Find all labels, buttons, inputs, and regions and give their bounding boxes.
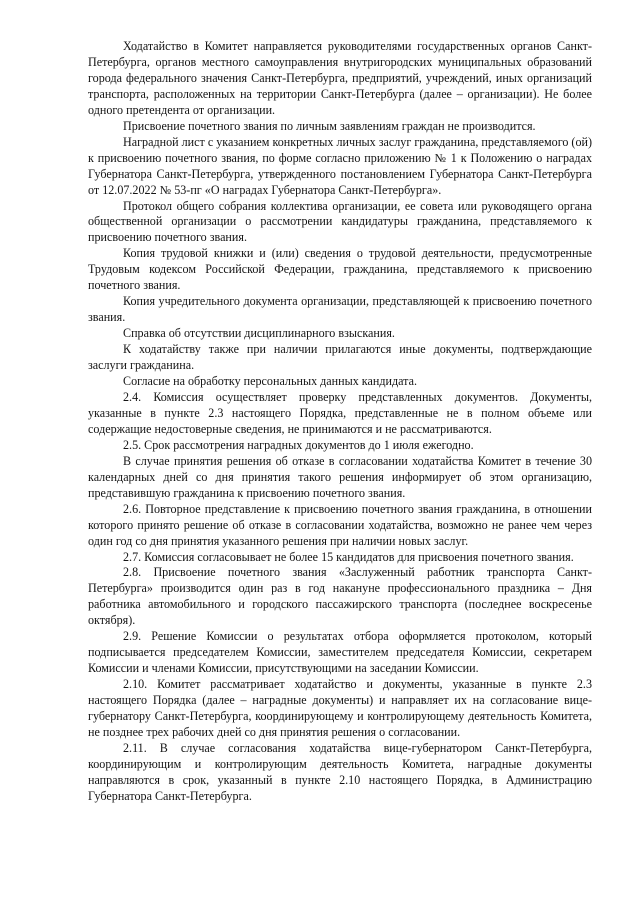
paragraph-other-documents: К ходатайству также при наличии прилагаются иные документы, подтверждающие заслуги гражданина. bbox=[88, 342, 592, 373]
paragraph-founding-document: Копия учредительного документа организации, представляющей к присвоению почетного звания. bbox=[88, 294, 592, 325]
paragraph-personal-applications: Присвоение почетного звания по личным заявлениям граждан не производится. bbox=[123, 118, 536, 133]
paragraph-clause-2-8: 2.8. Присвоение почетного звания «Заслуженный работник транспорта Санкт-Петербурга» производится один раз в год накануне профессионального праздника – Дня работника автомобильного и городского пассажирского транспорта (последнее воскресенье октября). bbox=[88, 565, 592, 628]
paragraph-award-sheet: Наградной лист с указанием конкретных личных заслуг гражданина, представляемого (ой) к присвоению почетного звания, по форме согласно приложению № 1 к Положению о наградах Губернатора Санкт-Петербурга, утвержденного постановлением Губернатора Санкт-Петербурга от 12.07.2022 № 53-пг «О наградах Губернатора Санкт-Петербурга». bbox=[88, 134, 592, 197]
paragraph-clause-2-9: 2.9. Решение Комиссии о результатах отбора оформляется протоколом, который подписывается председателем Комиссии, заместителем председателя Комиссии, секретарем Комиссии и членами Комиссии, присутствующими на заседании Комиссии. bbox=[88, 629, 592, 676]
paragraph-clause-2-10: 2.10. Комитет рассматривает ходатайство и документы, указанные в пункте 2.3 настоящего Порядка (далее – наградные документы) и направляет их на согласование вице-губернатору Санкт-Петербурга, координирующему и контролирующему деятельность Комитета, не позднее трех рабочих дней со дня принятия решения о согласовании. bbox=[88, 677, 592, 739]
paragraph-petition-submission: Ходатайство в Комитет направляется руководителями государственных органов Санкт-Петербурга, органов местного самоуправления внутригородских муниципальных образований города федерального значения Санкт-Петербурга, предприятий, учреждений, иных организаций транспорта, расположенных на территории Санкт-Петербурга (далее – организации). Не более одного претендента от организации. bbox=[88, 39, 592, 117]
paragraph-refusal-notice: В случае принятия решения об отказе в согласовании ходатайства Комитет в течение 30 календарных дней со дня принятия такого решения информирует об этом организацию, представившую гражданина к присвоению почетного звания. bbox=[88, 453, 592, 500]
paragraph-clause-2-5: 2.5. Срок рассмотрения наградных документов до 1 июля ежегодно. bbox=[123, 437, 474, 452]
document-body bbox=[88, 39, 592, 805]
paragraph-data-consent: Согласие на обработку персональных данных кандидата. bbox=[123, 374, 417, 389]
paragraph-disciplinary-certificate: Справка об отсутствии дисциплинарного взыскания. bbox=[123, 326, 395, 341]
paragraph-clause-2-6: 2.6. Повторное представление к присвоению почетного звания гражданина, в отношении которого принято решение об отказе в согласовании ходатайства, возможно не ранее чем через один год со дня принятия указанного решения при наличии новых заслуг. bbox=[88, 501, 592, 548]
paragraph-clause-2-11: 2.11. В случае согласования ходатайства вице-губернатором Санкт-Петербурга, координирующим и контролирующим деятельность Комитета, наградные документы направляются в срок, указанный в пункте 2.10 настоящего Порядка, в Администрацию Губернатора Санкт-Петербурга. bbox=[88, 740, 592, 803]
paragraph-meeting-protocol: Протокол общего собрания коллектива организации, ее совета или руководящего органа общественной организации о рассмотрении кандидатуры гражданина, представляемого к присвоению почетного звания. bbox=[88, 198, 592, 245]
paragraph-employment-record: Копия трудовой книжки и (или) сведения о трудовой деятельности, предусмотренные Трудовым кодексом Российской Федерации, гражданина, представляемого к присвоению почетного звания. bbox=[88, 246, 592, 293]
paragraph-clause-2-4: 2.4. Комиссия осуществляет проверку представленных документов. Документы, указанные в пункте 2.3 настоящего Порядка, представленные не в полном объеме или содержащие недостоверные сведения, не принимаются и не рассматриваются. bbox=[88, 389, 592, 436]
paragraph-clause-2-7: 2.7. Комиссия согласовывает не более 15 кандидатов для присвоения почетного звания. bbox=[123, 549, 574, 564]
